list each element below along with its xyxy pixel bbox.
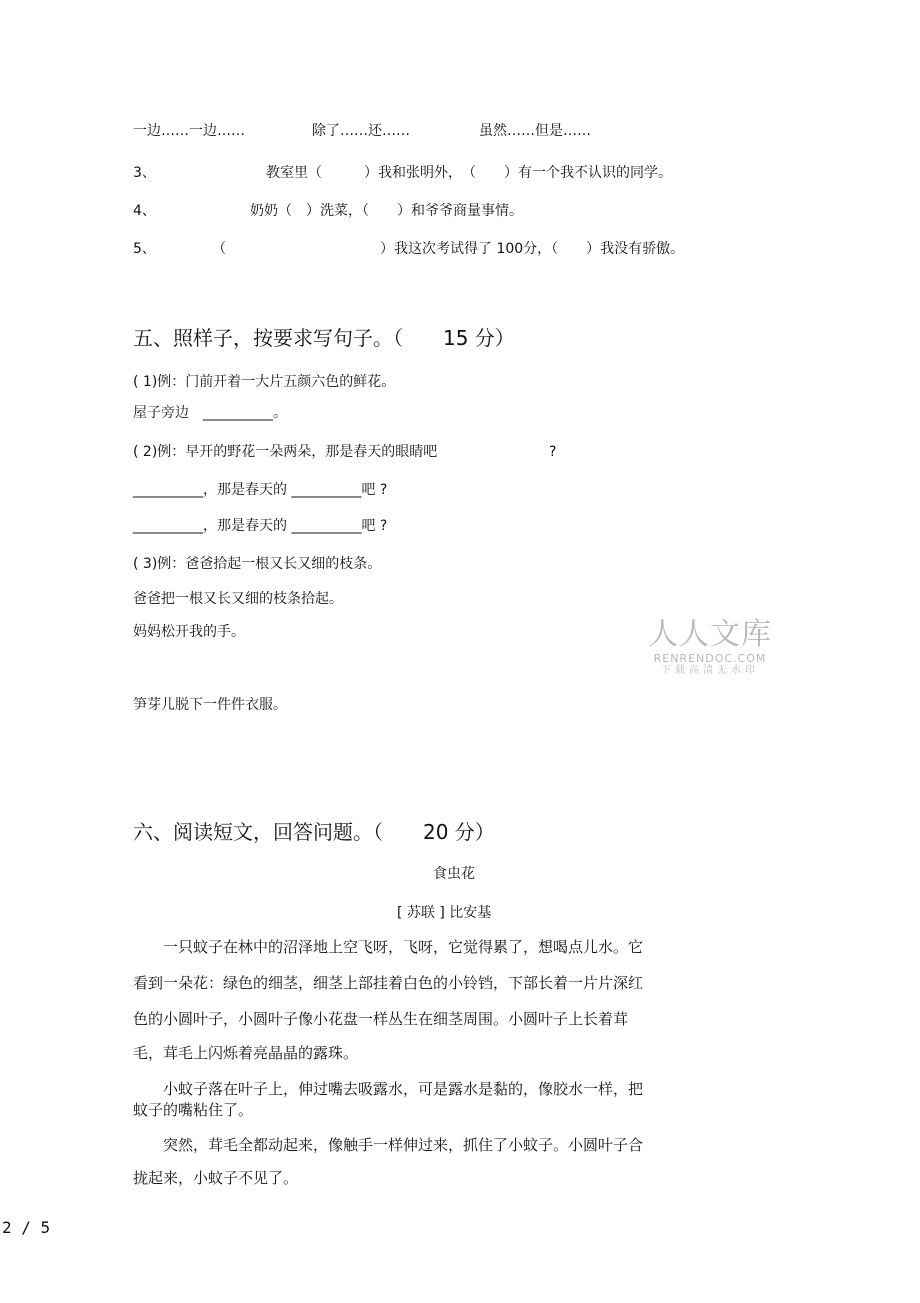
section-5-title: 五、照样子，按要求写句子。（ 15 分） bbox=[133, 326, 515, 350]
example-3-answer: 爸爸把一根又长又细的枝条拾起。 bbox=[133, 591, 343, 607]
question-5-text: （ ）我这次考试得了 100分，（ ）我没有骄傲。 bbox=[212, 241, 685, 257]
story-title: 食虫花 bbox=[433, 866, 475, 882]
example-3: ( 3)例：爸爸拾起一根又长又细的枝条。 bbox=[133, 556, 382, 572]
paragraph-2-line-1: 小蚊子落在叶子上，伸过嘴去吸露水，可是露水是黏的，像胶水一样，把 bbox=[133, 1080, 644, 1098]
paragraph-1-line-1: 一只蚊子在林中的沼泽地上空飞呀，飞呀，它觉得累了，想喝点儿水。它 bbox=[133, 938, 644, 956]
example-2-fill-1: __________，那是春天的 __________吧 ? bbox=[133, 482, 388, 498]
example-2-question-mark: ? bbox=[549, 444, 557, 460]
watermark-brand: 人人文库 bbox=[648, 617, 772, 652]
example-2-fill-2: __________，那是春天的 __________吧 ? bbox=[133, 518, 388, 534]
option-2: 除了……还…… bbox=[312, 123, 410, 139]
watermark-tagline: 下载高清无水印 bbox=[661, 665, 759, 676]
question-4-number: 4、 bbox=[133, 203, 156, 219]
example-3-question-2: 笋芽儿脱下一件件衣服。 bbox=[133, 697, 287, 713]
paragraph-3-line-2: 拢起来，小蚊子不见了。 bbox=[133, 1169, 299, 1187]
paragraph-1-line-2: 看到一朵花：绿色的细茎，细茎上部挂着白色的小铃铛，下部长着一片片深红 bbox=[133, 974, 644, 992]
paragraph-3-line-1: 突然，茸毛全都动起来，像触手一样伸过来，抓住了小蚊子。小圆叶子合 bbox=[133, 1136, 644, 1154]
section-6-title: 六、阅读短文，回答问题。（ 20 分） bbox=[133, 820, 495, 844]
example-1: ( 1)例：门前开着一大片五颜六色的鲜花。 bbox=[133, 374, 396, 390]
watermark-url: RENRENDOC.COM bbox=[653, 652, 767, 665]
example-2: ( 2)例：早开的野花一朵两朵，那是春天的眼睛吧 bbox=[133, 444, 438, 460]
question-3-text: 教室里（ ）我和张明外， （ ）有一个我不认识的同学。 bbox=[266, 165, 672, 181]
paragraph-1-line-3: 色的小圆叶子，小圆叶子像小花盘一样丛生在细茎周围。小圆叶子上长着茸 bbox=[133, 1010, 629, 1028]
paragraph-2-line-2: 蚊子的嘴粘住了。 bbox=[133, 1101, 254, 1119]
story-author: [ 苏联 ] 比安基 bbox=[397, 905, 492, 921]
example-1-fill: 屋子旁边 __________。 bbox=[133, 405, 287, 421]
example-3-question-1: 妈妈松开我的手。 bbox=[133, 624, 245, 640]
question-3-number: 3、 bbox=[133, 165, 156, 181]
option-1: 一边……一边…… bbox=[133, 123, 245, 139]
paragraph-1-line-4: 毛，茸毛上闪烁着亮晶晶的露珠。 bbox=[133, 1044, 359, 1062]
watermark bbox=[640, 618, 780, 677]
question-5-number: 5、 bbox=[133, 241, 156, 257]
option-3: 虽然……但是…… bbox=[479, 123, 591, 139]
question-4-text: 奶奶（ ）洗菜，（ ）和爷爷商量事情。 bbox=[250, 203, 523, 219]
page-indicator: 2 / 5 bbox=[2, 1218, 51, 1237]
